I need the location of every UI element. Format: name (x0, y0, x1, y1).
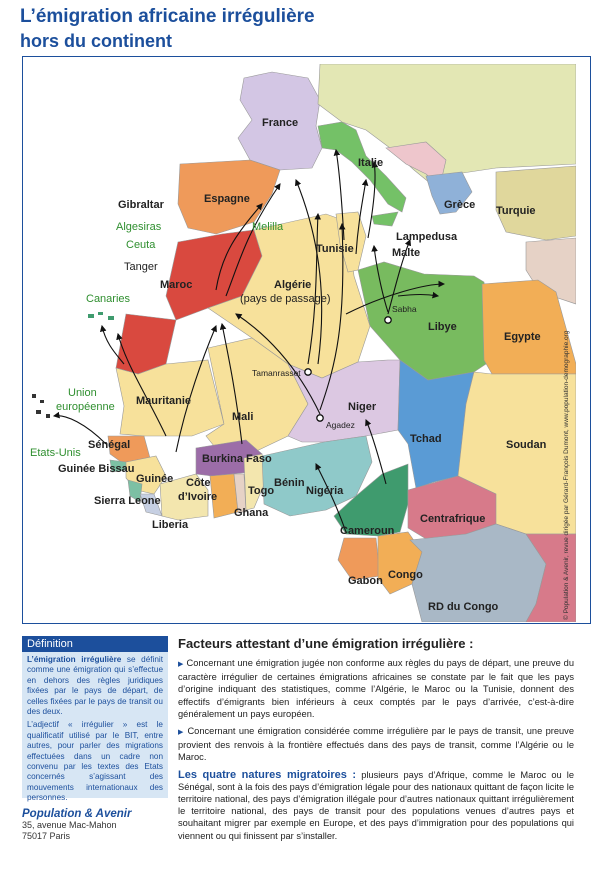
label-guinee: Guinée (136, 473, 174, 485)
label-melilla: Melilla (252, 221, 284, 233)
label-tamanrasset: Tamanrasset (252, 368, 301, 378)
label-soudan: Soudan (506, 439, 547, 451)
label-agadez: Agadez (326, 420, 355, 430)
label-union: Union (68, 387, 97, 399)
label-lampedusa: Lampedusa (396, 231, 458, 243)
label-pays-de-passage: (pays de passage) (240, 293, 331, 305)
label-cote: Côte (186, 477, 211, 489)
definition-term: L’émigration irrégulière (27, 655, 122, 664)
factors-p1 (178, 657, 574, 720)
definition-p1 (22, 652, 168, 717)
label-canaries: Canaries (86, 293, 131, 305)
factors-heading: Facteurs attestant d’une émigration irrégulière : (178, 636, 474, 651)
label-liberia: Liberia (152, 519, 189, 531)
label-burkina: Burkina Faso (202, 453, 272, 465)
migration-map (26, 64, 576, 622)
definition-box (22, 636, 168, 803)
label-guinee-bissau: Guinée Bissau (58, 463, 135, 475)
factors-section (178, 636, 574, 847)
label-gabon: Gabon (348, 575, 383, 587)
label-italie: Italie (358, 157, 384, 169)
label-centrafrique: Centrafrique (420, 513, 486, 525)
label-tunisie: Tunisie (316, 243, 354, 255)
publisher (22, 808, 172, 842)
natures-text: plusieurs pays d’Afrique, comme le Maroc ou le Sénégal, sont à la fois des pays d’émigration légale pour des nationaux quittant de façon licite le territoire national, des pays d’émigration illégale pour d’autres nationaux quittant irrégulièrement le territoire national, des pays de transit pour des populations venues d’autres pays et souhaitant migrer par exemple en Europe, et des pays d’immigration pour des populations qui viennent ou qui finissent par s’installer. (178, 769, 575, 841)
label-mali: Mali (232, 411, 254, 423)
factors-p2 (178, 725, 574, 764)
label-france: France (262, 117, 299, 129)
label-congo: Congo (388, 569, 423, 581)
city-tamanrasset-dot (305, 369, 311, 375)
label-grece: Grèce (444, 199, 476, 211)
label-cameroun: Cameroun (340, 525, 395, 537)
label-mauritanie: Mauritanie (136, 395, 192, 407)
label-sabha: Sabha (392, 304, 417, 314)
label-gibraltar: Gibraltar (118, 199, 164, 211)
label-tanger: Tanger (124, 261, 158, 273)
bullet-arrow-icon: ▶ (178, 661, 184, 668)
label-nigeria: Nigéria (306, 485, 344, 497)
city-agadez-dot (317, 415, 323, 421)
page-subtitle: hors du continent (20, 31, 172, 51)
label-ghana: Ghana (234, 507, 269, 519)
label-algesiras: Algesiras (116, 221, 162, 233)
label-turquie: Turquie (496, 205, 536, 217)
label-benin: Bénin (274, 477, 305, 489)
label-libye: Libye (428, 321, 457, 333)
publisher-name: Population & Avenir (22, 808, 132, 820)
natures-paragraph (178, 769, 574, 842)
label-algerie: Algérie (274, 279, 312, 291)
label-ceuta: Ceuta (126, 239, 156, 251)
label-tchad: Tchad (410, 433, 442, 445)
map-credit: © Population & Avenir, revue dirigée par Gérard-François Dumont, www.population-demographie.org (563, 330, 570, 620)
bullet-arrow-icon: ▶ (178, 729, 185, 737)
region-turquie (496, 166, 576, 240)
publisher-address-1: 35, avenue Mac-Mahon (22, 820, 117, 830)
definition-p2: L’adjectif « irrégulier » est le qualificatif utilisé par le BIT, entre autres, pour parler des migrations effectuées dans un cadre non convenu par les textes des Etats concernés s’agissant des mouvements internationaux des personnes. (27, 720, 163, 803)
natures-lead: Les quatre natures migratoires : (178, 768, 357, 781)
label-malte: Malte (392, 247, 421, 259)
definition-p1-text: se définit comme une émigration qui s’effectue en dehors des règles juridiques fixées par le pays de départ, de celles fixées par le pays de transit ou des deux. (27, 655, 164, 717)
label-etats-unis: Etats-Unis (30, 447, 81, 459)
label-togo: Togo (248, 485, 275, 497)
label-sierra-leone: Sierra Leone (94, 495, 161, 507)
label-espagne: Espagne (204, 193, 250, 205)
label-egypte: Egypte (504, 331, 541, 343)
city-sabha-dot (385, 317, 391, 323)
label-divoire: d’Ivoire (178, 491, 218, 503)
page-title: L’émigration africaine irrégulière (20, 6, 315, 27)
publisher-address-2: 75017 Paris (22, 831, 71, 841)
definition-heading: Définition (22, 636, 168, 652)
label-niger: Niger (348, 401, 377, 413)
label-senegal: Sénégal (88, 439, 131, 451)
label-europeenne: européenne (56, 401, 115, 413)
factors-p2-text: Concernant une émigration considérée comme irrégulière par le pays de transit, une preuve provient des renvois à la frontière effectués dans des pays de transit, comme l’Algérie ou le Maroc. (178, 726, 575, 763)
label-rd-congo: RD du Congo (428, 601, 499, 613)
label-maroc: Maroc (160, 279, 193, 291)
factors-p1-text: Concernant une émigration jugée non conforme aux règles du pays de départ, une preuve du caractère irrégulier de certaines émigrations africaines se constate par le fait que les pays d’origine indiquant des statistiques, comme l’Algérie, le Maroc ou la Tunisie, donnent des effectifs d’émigrants bien inférieurs à ceux comptés par le pays d’arrivée, c’est-à-dire généralement un pays européen. (178, 658, 574, 719)
